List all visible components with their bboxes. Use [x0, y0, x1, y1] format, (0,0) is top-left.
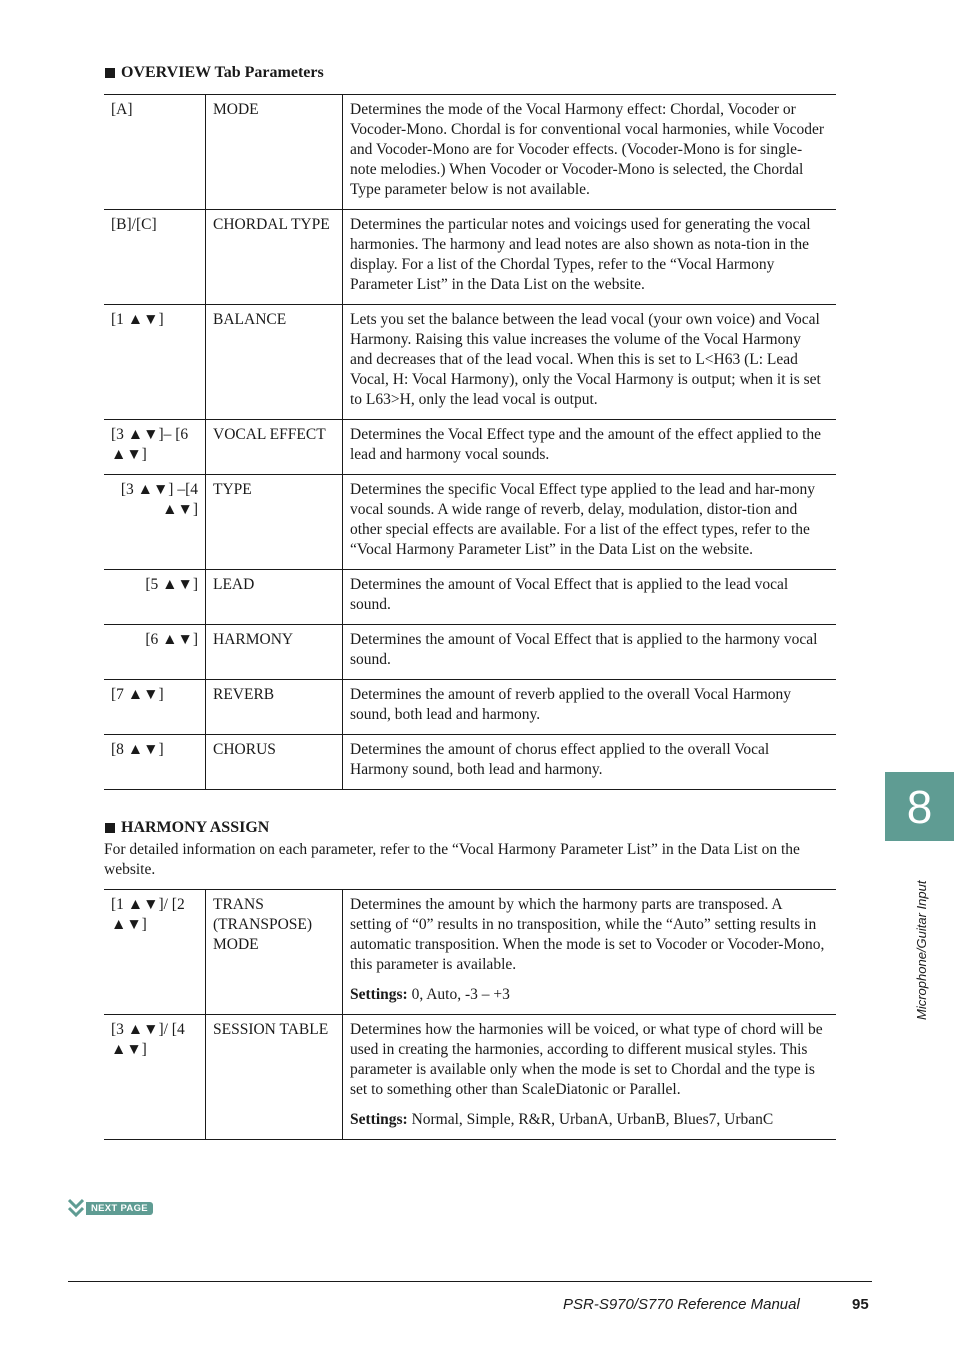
table-row: [104, 210, 836, 305]
parameter-description: Determines the specific Vocal Effect type applied to the lead and har-mony vocal sounds. A wide range of reverb, delay, modulation, distor-tion and other special effects are available. For a list of the effect types, refer to the “Vocal Harmony Parameter List” in the Data List on the website.: [343, 475, 837, 570]
table-row: [104, 680, 836, 735]
parameter-description: Lets you set the balance between the lead vocal (your own voice) and Vocal Harmony. Raising this value increases the volume of the Vocal Harmony and decreases that of the lead vocal. When this is set to L<H63 (L: Lead Vocal, H: Vocal Harmony), only the Vocal Harmony is output; when it is set to L63>H, only the lead vocal is output.: [343, 305, 837, 420]
description-text: Determines how the harmonies will be voiced, or what type of chord will be used in creating the harmonies, according to different musical styles. This parameter is available only when the mode is set to Chordal and the type is set to something other than ScaleDiatonic or Parallel.: [350, 1021, 823, 1098]
footer-rule: [68, 1281, 872, 1282]
chapter-number: 8: [906, 780, 933, 833]
parameter-key: [5 ▲▼]: [104, 570, 206, 625]
parameter-key: [B]/[C]: [104, 210, 206, 305]
table-row: [104, 95, 836, 210]
overview-heading: [105, 64, 324, 82]
table-row: [104, 475, 836, 570]
description-text: Determines the amount by which the harmony parts are transposed. A setting of “0” results in no transposition, while the “Auto” setting results in automatic transposition. When the mode is set to Vocoder or Vocoder-Mono, this parameter is available.: [350, 896, 825, 973]
footer-manual-title: PSR-S970/S770 Reference Manual: [563, 1296, 800, 1313]
table-row: [104, 890, 836, 1015]
double-chevron-down-icon: [68, 1198, 84, 1218]
parameter-name: REVERB: [206, 680, 343, 735]
parameter-key: [8 ▲▼]: [104, 735, 206, 790]
parameter-key: [6 ▲▼]: [104, 625, 206, 680]
parameter-description: [343, 1015, 837, 1140]
settings-values: Normal, Simple, R&R, UrbanA, UrbanB, Blues7, UrbanC: [411, 1111, 774, 1128]
harmony-assign-heading-text: HARMONY ASSIGN: [121, 819, 270, 836]
parameter-description: Determines the amount of Vocal Effect that is applied to the lead vocal sound.: [343, 570, 837, 625]
parameter-key: [3 ▲▼]/ [4 ▲▼]: [104, 1015, 206, 1140]
square-bullet-icon: [105, 68, 115, 78]
table-row: [104, 1015, 836, 1140]
parameter-name: TRANS (TRANSPOSE) MODE: [206, 890, 343, 1015]
page-number: 95: [852, 1296, 869, 1313]
harmony-assign-table: [104, 889, 836, 1140]
parameter-key: [A]: [104, 95, 206, 210]
next-page-label: NEXT PAGE: [86, 1202, 153, 1215]
settings-label: Settings:: [350, 986, 408, 1003]
parameter-description: Determines the amount of chorus effect applied to the overall Vocal Harmony sound, both lead and harmony.: [343, 735, 837, 790]
parameter-key: [3 ▲▼]– [6 ▲▼]: [104, 420, 206, 475]
parameter-name: TYPE: [206, 475, 343, 570]
overview-parameters-table: [104, 94, 836, 790]
parameter-name: LEAD: [206, 570, 343, 625]
settings-line: [350, 985, 826, 1005]
parameter-name: SESSION TABLE: [206, 1015, 343, 1140]
parameter-description: Determines the particular notes and voicings used for generating the vocal harmonies. The harmony and lead notes are also shown as nota-tion in the display. For a list of the Chordal Types, refer to the “Vocal Harmony Parameter List” in the Data List on the website.: [343, 210, 837, 305]
parameter-key: [7 ▲▼]: [104, 680, 206, 735]
table-row: [104, 735, 836, 790]
settings-line: [350, 1110, 826, 1130]
parameter-name: HARMONY: [206, 625, 343, 680]
table-row: [104, 625, 836, 680]
parameter-name: CHORDAL TYPE: [206, 210, 343, 305]
table-row: [104, 420, 836, 475]
parameter-description: Determines the Vocal Effect type and the amount of the effect applied to the lead and harmony vocal sounds.: [343, 420, 837, 475]
chapter-side-label: Microphone/Guitar Input: [914, 880, 929, 1020]
harmony-assign-heading: [105, 819, 269, 837]
parameter-name: CHORUS: [206, 735, 343, 790]
parameter-key: [1 ▲▼]/ [2 ▲▼]: [104, 890, 206, 1015]
parameter-description: [343, 890, 837, 1015]
harmony-assign-intro: For detailed information on each parameter, refer to the “Vocal Harmony Parameter List” in the Data List on the website.: [104, 841, 800, 878]
parameter-description: Determines the amount of reverb applied to the overall Vocal Harmony sound, both lead and harmony.: [343, 680, 837, 735]
parameter-description: Determines the mode of the Vocal Harmony effect: Chordal, Vocoder or Vocoder-Mono. Chordal is for conventional vocal harmonies, while Vocoder and Vocoder-Mono are for Vocoder effects. (Vocoder-Mono is for single-note melodies.) When Vocoder or Vocoder-Mono is selected, the Chordal Type parameter below is not available.: [343, 95, 837, 210]
parameter-key: [1 ▲▼]: [104, 305, 206, 420]
next-page-marker[interactable]: [68, 1198, 153, 1218]
overview-heading-text: OVERVIEW Tab Parameters: [121, 64, 324, 81]
table-row: [104, 570, 836, 625]
parameter-description: Determines the amount of Vocal Effect that is applied to the harmony vocal sound.: [343, 625, 837, 680]
settings-values: 0, Auto, -3 – +3: [411, 986, 510, 1003]
parameter-key: [3 ▲▼] –[4 ▲▼]: [104, 475, 206, 570]
settings-label: Settings:: [350, 1111, 408, 1128]
square-bullet-icon: [105, 823, 115, 833]
parameter-name: VOCAL EFFECT: [206, 420, 343, 475]
parameter-name: BALANCE: [206, 305, 343, 420]
parameter-name: MODE: [206, 95, 343, 210]
chapter-tab: [885, 772, 954, 841]
table-row: [104, 305, 836, 420]
